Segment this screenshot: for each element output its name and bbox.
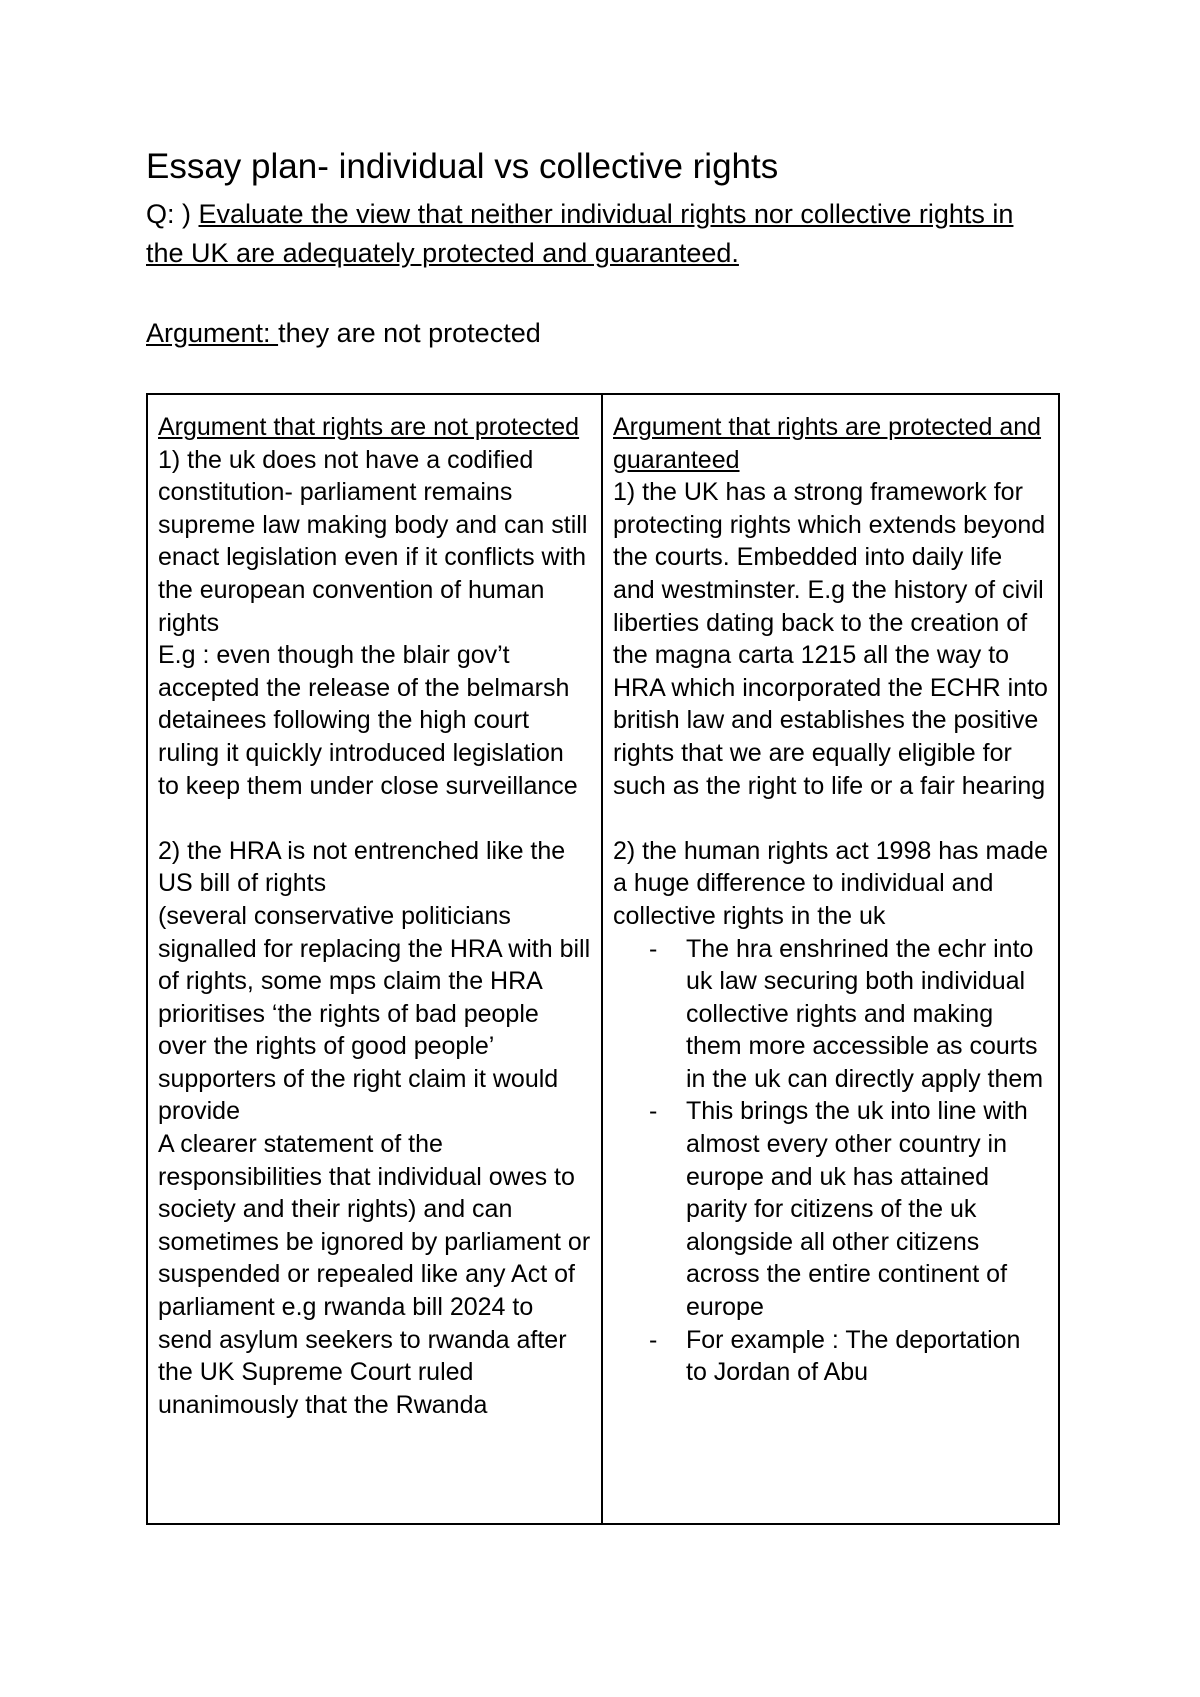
not-protected-point-2: 2) the HRA is not entrenched like the US bill of rights: [158, 836, 566, 898]
not-protected-point-2-continued: A clearer statement of the responsibilities that individual owes to society and their rights) and can sometimes be ignored by parliament or suspended or repealed like any Act of parliament e.g rwanda bill 2024 to send asylum seekers to rwanda after the UK Supreme Court ruled unanimously that the Rwanda: [158, 1130, 591, 1419]
argument-line: [146, 314, 541, 353]
dash-bullet: -: [649, 934, 658, 963]
not-protected-column: [148, 395, 603, 1523]
question-prefix: Q: ): [146, 199, 199, 229]
paragraph-gap: [158, 802, 591, 835]
not-protected-point-1-example: E.g : even though the blair gov’t accepted the release of the belmarsh detainees following the high court ruling it quickly introduced legislation to keep them under close surveillance: [158, 641, 578, 800]
protected-column: [603, 395, 1058, 1523]
bullet-text: This brings the uk into line with almost every other country in europe and uk has attained parity for citizens of the uk alongside all other citizens across the entire continent of europe: [686, 1097, 1028, 1322]
dash-bullet: -: [649, 1097, 658, 1126]
protected-point-2: 2) the human rights act 1998 has made a huge difference to individual and collective rights in the uk: [613, 836, 1048, 930]
paragraph-gap: [613, 802, 1048, 835]
not-protected-heading: Argument that rights are not protected: [158, 413, 580, 441]
protected-point-1: 1) the UK has a strong framework for protecting rights which extends beyond the courts. Embedded into daily life and westminster. E.g the history of civil liberties dating back to the creation of the magna carta 1215 all the way to HRA which incorporated the ECHR into british law and establishes the positive rights that we are equally eligible for such as the right to life or a fair hearing: [613, 478, 1048, 800]
protected-heading: Argument that rights are protected and guaranteed: [613, 413, 1042, 474]
argument-text: they are not protected: [278, 318, 541, 348]
essay-question: [146, 195, 1046, 273]
list-item: [613, 933, 1048, 1096]
not-protected-point-1: 1) the uk does not have a codified constitution- parliament remains supreme law making body and can still enact legislation even if it conflicts with the european convention of human rights: [158, 445, 588, 637]
bullet-text: For example : The deportation to Jordan of Abu: [686, 1325, 1021, 1387]
list-item: [613, 1095, 1048, 1323]
question-text: Evaluate the view that neither individual rights nor collective rights in the UK are adequately protected and guaranteed.: [146, 199, 1014, 268]
protected-bullet-list: [613, 933, 1048, 1389]
page-title: Essay plan- individual vs collective rights: [146, 147, 779, 186]
bullet-text: The hra enshrined the echr into uk law securing both individual collective rights and making them more accessible as courts in the uk can directly apply them: [686, 934, 1044, 1093]
argument-label: Argument:: [146, 318, 279, 348]
not-protected-point-2-detail: (several conservative politicians signalled for replacing the HRA with bill of rights, some mps claim the HRA prioritises ‘the rights of bad people over the rights of good people’ supporters of the right claim it would provide: [158, 901, 591, 1126]
dash-bullet: -: [649, 1325, 658, 1354]
argument-table: [146, 393, 1060, 1525]
list-item: [613, 1324, 1048, 1389]
